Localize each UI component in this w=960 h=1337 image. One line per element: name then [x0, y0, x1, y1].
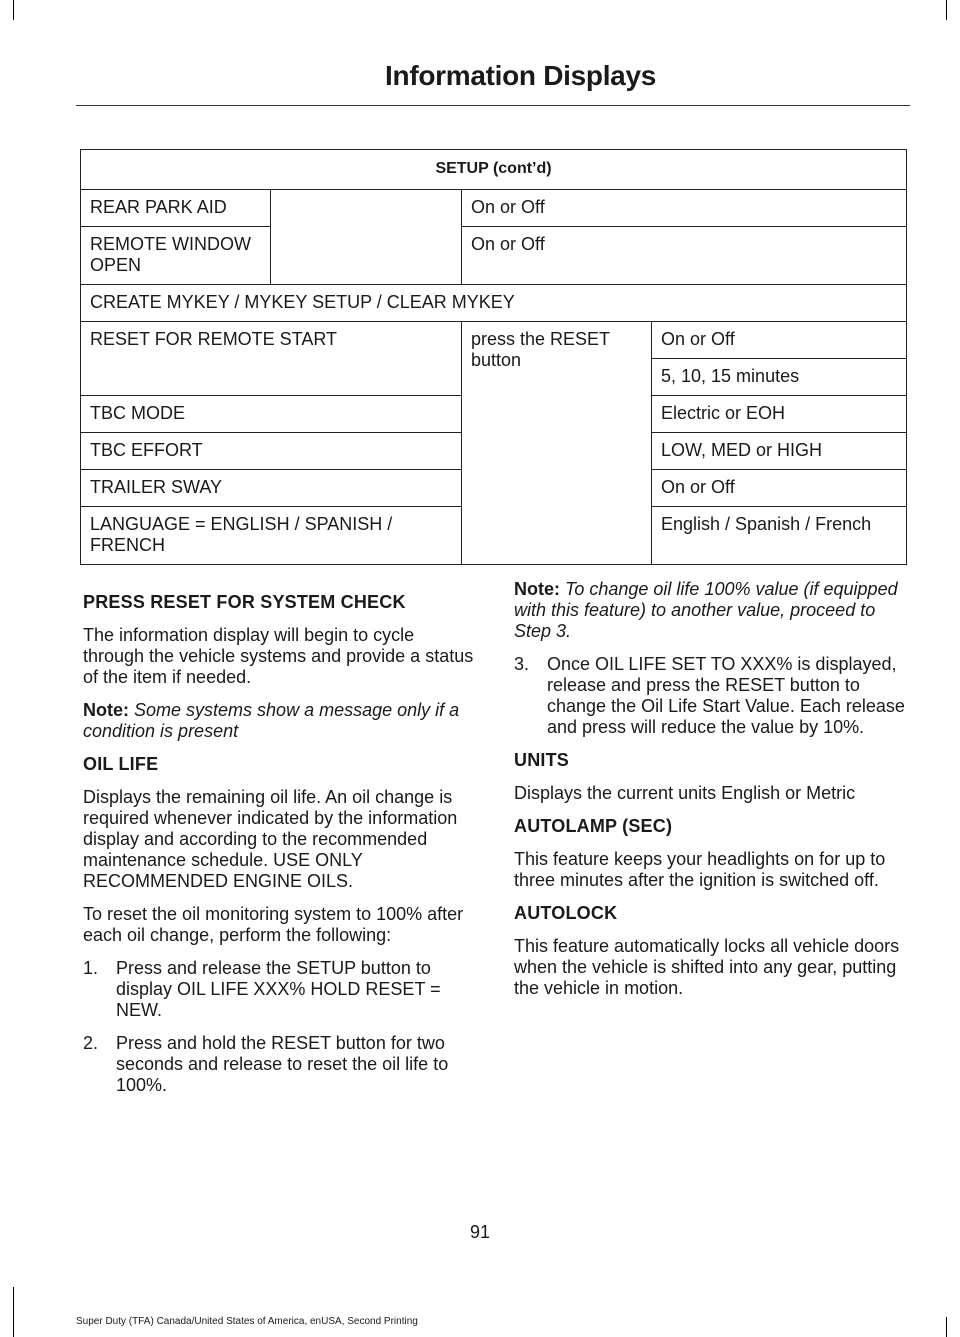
oil-reset-intro: To reset the oil monitoring system to 100% after each oil change, perform the following: — [83, 904, 464, 945]
setting-value: LOW, MED or HIGH — [652, 433, 907, 470]
step-number: 3. — [514, 654, 530, 674]
crop-mark-bottom-left — [13, 1287, 14, 1337]
setting-label: RESET FOR REMOTE START — [81, 322, 462, 396]
table-row — [81, 190, 907, 227]
setting-label: TRAILER SWAY — [81, 470, 462, 507]
note-text: Some systems show a message only if a condition is present — [83, 700, 460, 741]
header-rule — [76, 105, 910, 106]
setting-action: press the RESET button — [462, 322, 652, 565]
table-caption: SETUP (cont’d) — [81, 150, 907, 190]
units-paragraph: Displays the current units English or Metric — [514, 783, 856, 803]
table-row — [81, 227, 907, 285]
setting-label: REAR PARK AID — [81, 190, 271, 227]
system-check-paragraph: The information display will begin to cycle through the vehicle systems and provide a status of the item if needed. — [83, 625, 474, 687]
left-column — [83, 592, 475, 1108]
setup-table — [80, 149, 907, 565]
note-label: Note: — [83, 700, 129, 720]
setting-value: On or Off — [652, 322, 907, 359]
table-caption-row — [81, 150, 907, 190]
step-text: Press and hold the RESET button for two seconds and release to reset the oil life to 100%. — [116, 1033, 449, 1095]
setting-value: On or Off — [462, 190, 907, 227]
crop-mark-bottom-right — [946, 1317, 947, 1337]
note — [83, 700, 475, 742]
empty-cell — [271, 190, 462, 285]
step-number: 2. — [83, 1033, 99, 1053]
page-number: 91 — [469, 1222, 491, 1242]
setting-value: 5, 10, 15 minutes — [652, 359, 907, 396]
autolamp-paragraph: This feature keeps your headlights on for up to three minutes after the ignition is switched off. — [514, 849, 886, 890]
autolock-paragraph: This feature automatically locks all vehicle doors when the vehicle is shifted into any gear, putting the vehicle in motion. — [514, 936, 900, 998]
footer-text: Super Duty (TFA) Canada/United States of America, enUSA, Second Printing — [76, 1316, 418, 1327]
oil-life-paragraph: Displays the remaining oil life. An oil change is required whenever indicated by the information display and according to the recommended maintenance schedule. USE ONLY RECOMMENDED ENGINE OILS. — [83, 787, 458, 891]
setting-value: On or Off — [462, 227, 907, 285]
note — [514, 579, 906, 642]
table-row — [81, 285, 907, 322]
crop-mark-top-left — [13, 0, 14, 20]
table-row — [81, 322, 907, 359]
oil-life-heading: OIL LIFE — [83, 754, 159, 774]
setting-label: REMOTE WINDOW OPEN — [81, 227, 271, 285]
step-item — [83, 958, 475, 1021]
step-text: Once OIL LIFE SET TO XXX% is displayed, release and press the RESET button to change the Oil Life Start Value. Each release and press will reduce the value by 10%. — [547, 654, 905, 737]
units-heading: UNITS — [514, 750, 569, 770]
step-item — [83, 1033, 475, 1096]
setting-label: LANGUAGE = ENGLISH / SPANISH / FRENCH — [81, 507, 462, 565]
note-text: To change oil life 100% value (if equipped with this feature) to another value, proceed to Step 3. — [514, 579, 898, 641]
note-label: Note: — [514, 579, 560, 599]
autolock-heading: AUTOLOCK — [514, 903, 618, 923]
crop-mark-top-right — [946, 0, 947, 20]
setting-value: Electric or EOH — [652, 396, 907, 433]
page-title: Information Displays — [385, 60, 656, 91]
setting-label: TBC MODE — [81, 396, 462, 433]
step-number: 1. — [83, 958, 99, 978]
setting-label: TBC EFFORT — [81, 433, 462, 470]
setting-label: CREATE MYKEY / MYKEY SETUP / CLEAR MYKEY — [81, 285, 907, 322]
right-column — [514, 579, 906, 1011]
system-check-heading: PRESS RESET FOR SYSTEM CHECK — [83, 592, 406, 612]
setting-value: English / Spanish / French — [652, 507, 907, 565]
step-text: Press and release the SETUP button to display OIL LIFE XXX% HOLD RESET = NEW. — [116, 958, 441, 1020]
setting-value: On or Off — [652, 470, 907, 507]
autolamp-heading: AUTOLAMP (SEC) — [514, 816, 673, 836]
step-item — [514, 654, 906, 738]
